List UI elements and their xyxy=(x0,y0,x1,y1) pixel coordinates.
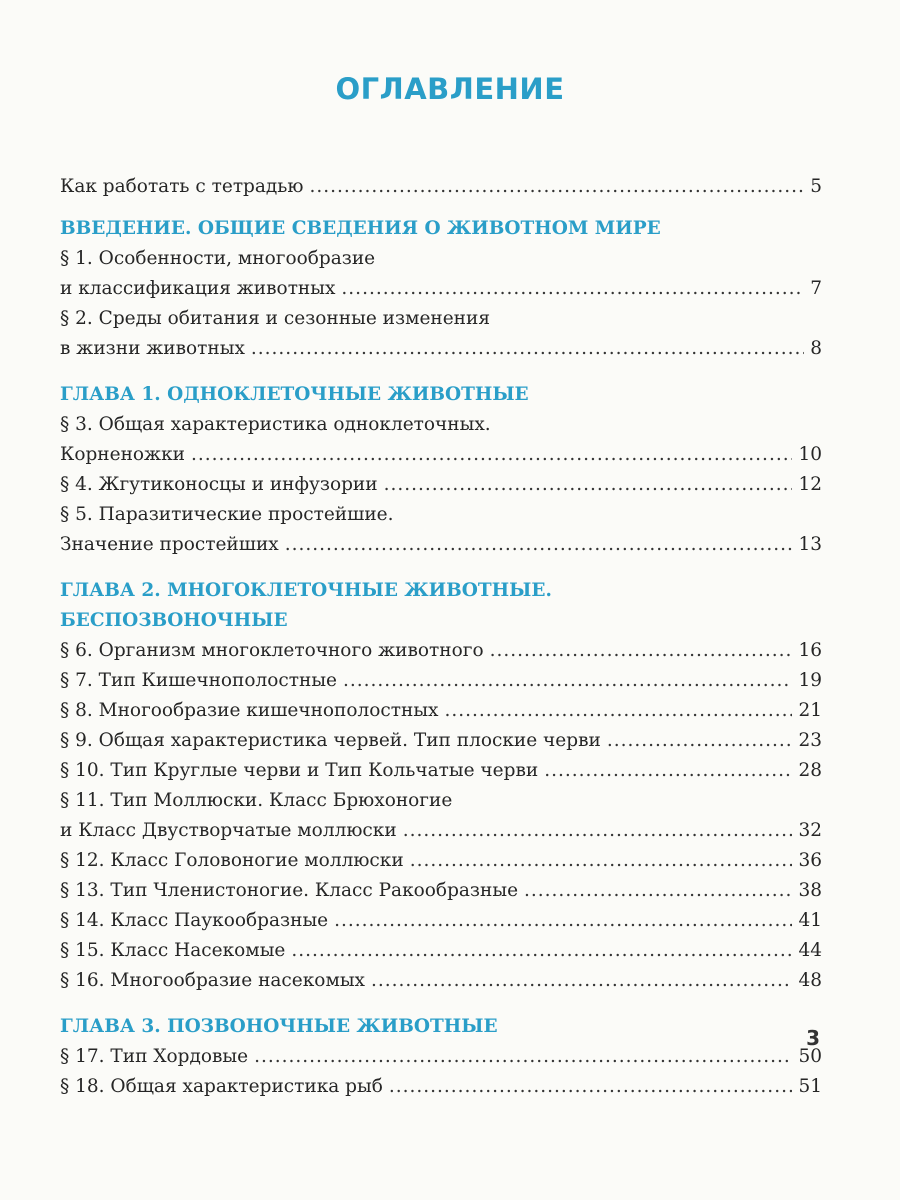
toc-page-number: 12 xyxy=(798,474,822,495)
toc-entry-label: в жизни животных xyxy=(60,338,245,359)
chapter-heading: БЕСПОЗВОНОЧНЫЕ xyxy=(60,610,288,631)
toc-entry-label: § 7. Тип Кишечнополостные xyxy=(60,670,337,691)
toc-page-number: 21 xyxy=(798,700,822,721)
toc-entry-first-line: § 11. Тип Моллюски. Класс Брюхоногие xyxy=(60,790,453,811)
dot-leader xyxy=(254,1042,792,1072)
dot-leader xyxy=(544,756,792,786)
table-of-contents xyxy=(60,172,822,1102)
toc-entry xyxy=(60,846,822,876)
toc-entry-intro xyxy=(60,172,822,202)
toc-entry-label: § 15. Класс Насекомые xyxy=(60,940,286,961)
dot-leader xyxy=(310,172,805,202)
toc-entry xyxy=(60,666,822,696)
toc-page-number: 38 xyxy=(798,880,822,901)
toc-page-number: 13 xyxy=(798,534,822,555)
toc-page-number: 16 xyxy=(798,640,822,661)
toc-page-number: 5 xyxy=(810,176,822,197)
chapter-heading: ГЛАВА 3. ПОЗВОНОЧНЫЕ ЖИВОТНЫЕ xyxy=(60,1016,498,1037)
section-gap xyxy=(60,202,822,214)
dot-leader xyxy=(371,966,792,996)
dot-leader xyxy=(389,1072,793,1102)
toc-page-number: 28 xyxy=(798,760,822,781)
toc-entry-label: § 14. Класс Паукообразные xyxy=(60,910,329,931)
toc-entry xyxy=(60,1042,822,1072)
toc-entry-label: § 8. Многообразие кишечнополостных xyxy=(60,700,439,721)
toc-page-number: 23 xyxy=(798,730,822,751)
toc-entry-label: и Класс Двустворчатые моллюски xyxy=(60,820,397,841)
chapter-heading: ГЛАВА 2. МНОГОКЛЕТОЧНЫЕ ЖИВОТНЫЕ. xyxy=(60,580,552,601)
toc-entry-label: § 18. Общая характеристика рыб xyxy=(60,1076,383,1097)
toc-entry-label: § 13. Тип Членистоногие. Класс Ракообразные xyxy=(60,880,519,901)
page-title: ОГЛАВЛЕНИЕ xyxy=(335,72,565,106)
toc-page-number: 48 xyxy=(798,970,822,991)
dot-leader xyxy=(444,696,792,726)
toc-entry xyxy=(60,726,822,756)
toc-page-number: 7 xyxy=(810,278,822,299)
toc-entry-first-line: § 2. Среды обитания и сезонные изменения xyxy=(60,308,491,329)
toc-entry-label: § 10. Тип Круглые черви и Тип Кольчатые черви xyxy=(60,760,539,781)
toc-entry xyxy=(60,274,822,304)
chapter-heading: ВВЕДЕНИЕ. ОБЩИЕ СВЕДЕНИЯ О ЖИВОТНОМ МИРЕ xyxy=(60,218,661,239)
toc-entry-first-line: § 3. Общая характеристика одноклеточных. xyxy=(60,414,491,435)
toc-entry xyxy=(60,696,822,726)
toc-sections xyxy=(60,202,822,1102)
toc-entry-label: и классификация животных xyxy=(60,278,336,299)
toc-entry-first-line: § 1. Особенности, многообразие xyxy=(60,248,376,269)
dot-leader xyxy=(384,470,793,500)
toc-entry-label: Как работать с тетрадью xyxy=(60,176,304,197)
dot-leader xyxy=(291,936,792,966)
dot-leader xyxy=(334,906,792,936)
section-gap xyxy=(60,560,822,576)
toc-entry xyxy=(60,816,822,846)
toc-entry-label: § 12. Класс Головоногие моллюски xyxy=(60,850,404,871)
toc-entry-first-line: § 5. Паразитические простейшие. xyxy=(60,504,394,525)
toc-entry-label: § 4. Жгутиконосцы и инфузории xyxy=(60,474,378,495)
toc-entry-label: § 6. Организм многоклеточного животного xyxy=(60,640,484,661)
toc-page-number: 44 xyxy=(798,940,822,961)
toc-page-number: 19 xyxy=(798,670,822,691)
toc-entry xyxy=(60,440,822,470)
toc-page-number: 36 xyxy=(798,850,822,871)
toc-page-number: 41 xyxy=(798,910,822,931)
toc-entry-label: § 17. Тип Хордовые xyxy=(60,1046,249,1067)
dot-leader xyxy=(343,666,792,696)
toc-entry-label: § 9. Общая характеристика червей. Тип плоские черви xyxy=(60,730,601,751)
toc-page-number: 10 xyxy=(798,444,822,465)
toc-entry xyxy=(60,876,822,906)
dot-leader xyxy=(607,726,793,756)
toc-page-number: 51 xyxy=(798,1076,822,1097)
chapter-heading: ГЛАВА 1. ОДНОКЛЕТОЧНЫЕ ЖИВОТНЫЕ xyxy=(60,384,529,405)
toc-entry xyxy=(60,906,822,936)
toc-entry-label: Корненожки xyxy=(60,444,185,465)
dot-leader xyxy=(285,530,793,560)
dot-leader xyxy=(524,876,792,906)
dot-leader xyxy=(341,274,804,304)
page-number: 3 xyxy=(806,1026,820,1050)
toc-entry xyxy=(60,966,822,996)
toc-entry-label: Значение простейших xyxy=(60,534,279,555)
toc-entry xyxy=(60,530,822,560)
dot-leader xyxy=(410,846,793,876)
toc-page-number: 8 xyxy=(810,338,822,359)
toc-page-number: 32 xyxy=(798,820,822,841)
toc-entry-label: § 16. Многообразие насекомых xyxy=(60,970,365,991)
dot-leader xyxy=(191,440,792,470)
toc-entry xyxy=(60,1072,822,1102)
dot-leader xyxy=(490,636,793,666)
toc-entry xyxy=(60,334,822,364)
toc-entry xyxy=(60,936,822,966)
toc-entry xyxy=(60,470,822,500)
section-gap xyxy=(60,364,822,380)
toc-entry xyxy=(60,636,822,666)
section-gap xyxy=(60,996,822,1012)
toc-page-number: 50 xyxy=(798,1046,822,1067)
dot-leader xyxy=(251,334,804,364)
toc-entry xyxy=(60,756,822,786)
dot-leader xyxy=(403,816,793,846)
